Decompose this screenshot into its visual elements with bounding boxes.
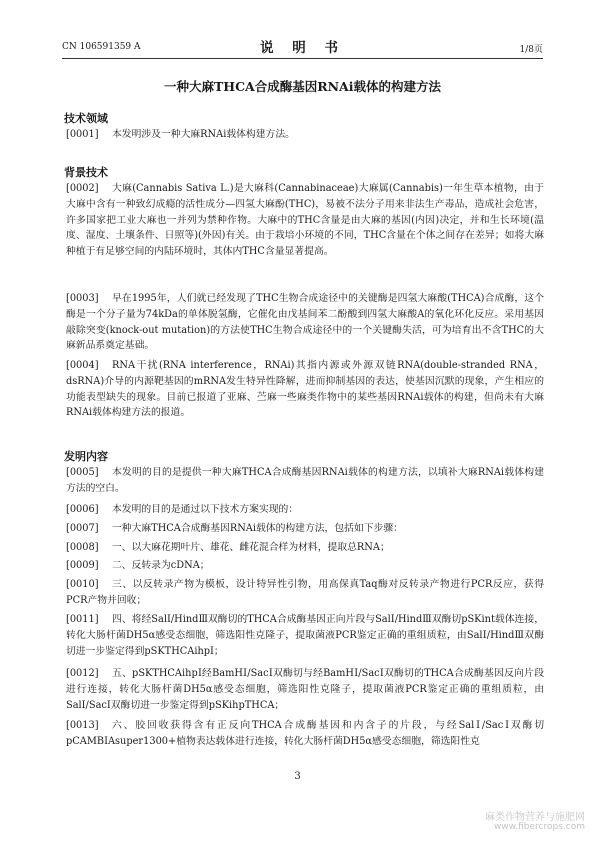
paragraph-label: [0011] — [66, 614, 99, 625]
paragraph-text: 四、将经SalⅠ/HindⅢ双酶切的THCA合成酶基因正向片段与SalⅠ/HindⅢ双酶切pSKint载体连接，转化大肠杆菌DH5α感受态细胞，筛选阳性克隆子，提取菌液PCR鉴定正确的重组质粒，由SalⅠ/HindⅢ双酶切进一步鉴定得到pSKTHCAihpⅠ； — [66, 614, 544, 657]
paragraph-text: 五、pSKTHCAihpⅠ经BamHⅠ/SacⅠ双酶切与经BamHⅠ/SacⅠ双酶切的THCA合成酶基因反向片段进行连接，转化大肠杆菌DH5α感受态细胞，筛选阳性克隆子，提取菌液PCR鉴定正确的重组质粒，由SalⅠ/SacⅠ双酶切进一步鉴定得到pSKihpTHCA； — [66, 668, 544, 711]
paragraph-0011 — [66, 612, 544, 659]
section-heading-background: 背景技术 — [64, 166, 108, 179]
paragraph-text: 一种大麻THCA合成酶基因RNAi载体的构建方法，包括如下步骤： — [112, 523, 403, 534]
header-rule — [62, 58, 543, 59]
paragraph-text: 二、反转录为cDNA； — [112, 560, 210, 571]
watermark-url: www.fibercrops.com — [494, 822, 585, 832]
paragraph-label: [0001] — [66, 129, 99, 140]
section-heading-technical-field: 技术领域 — [64, 112, 108, 125]
paragraph-label: [0005] — [66, 467, 99, 478]
paragraph-text: RNA干扰(RNA interference，RNAi)其指内源或外源双链RNA(double-stranded RNA，dsRNA)介导的内源靶基因的mRNA发生特异性降解，进而抑制基因的表达，使基因沉默的现象，产生相应的功能表型缺失的现象。目前已报道了亚麻、苎麻一些麻类作物中的某些基因RNAi载体的构建，但尚未有大麻RNAi载体构建方法的报道。 — [66, 360, 544, 419]
paragraph-0010 — [66, 577, 544, 609]
page-count: 1/8页 — [519, 45, 543, 55]
paragraph-label: [0009] — [66, 560, 99, 571]
paragraph-text: 本发明涉及一种大麻RNAi载体构建方法。 — [112, 129, 295, 140]
paragraph-label: [0006] — [66, 504, 99, 515]
paragraph-text: 早在1995年，人们就已经发现了THC生物合成途径中的关键酶是四氢大麻酸(THCA)合成酶，这个酶是一个分子量为74kDa的单体脱氢酶，它催化由戊基间苯二酚酸到四氢大麻酸A的氧化环化反应。采用基因敲除突变(knock-out mutation)的方法使THC生物合成途径中的一个关键酶失活，可为培育出不含THC的大麻新品系奠定基础。 — [66, 293, 544, 352]
document-type: 说 明 书 — [260, 40, 345, 56]
document-title: 一种大麻THCA合成酶基因RNAi载体的构建方法 — [163, 79, 442, 94]
paragraph-label: [0012] — [66, 668, 99, 679]
watermark-site-name: 麻类作物营养与施肥网 — [485, 812, 585, 823]
paragraph-0001 — [66, 127, 544, 143]
paragraph-label: [0004] — [66, 360, 99, 371]
paragraph-0005 — [66, 465, 544, 497]
paragraph-text: 三、以反转录产物为模板，设计特异性引物，用高保真Taq酶对反转录产物进行PCR反应，获得PCR产物并回收； — [66, 579, 544, 606]
paragraph-text: 本发明的目的是通过以下技术方案实现的： — [112, 504, 299, 515]
section-heading-summary: 发明内容 — [64, 450, 108, 463]
paragraph-text: 一、以大麻花期叶片、雄花、雌花混合样为材料，提取总RNA； — [112, 542, 390, 553]
paragraph-0002 — [66, 181, 544, 260]
paragraph-text: 本发明的目的是提供一种大麻THCA合成酶基因RNAi载体的构建方法，以填补大麻RNAi载体构建方法的空白。 — [66, 467, 544, 494]
paragraph-0004 — [66, 358, 544, 421]
page-number: 3 — [294, 771, 301, 782]
paragraph-0006 — [66, 502, 544, 518]
paragraph-label: [0013] — [66, 720, 99, 731]
paragraph-label: [0002] — [66, 183, 99, 194]
patent-number: CN 106591359 A — [62, 42, 141, 52]
paragraph-label: [0003] — [66, 293, 99, 304]
paragraph-label: [0007] — [66, 523, 99, 534]
paragraph-0009 — [66, 558, 544, 574]
paragraph-0012 — [66, 666, 544, 713]
paragraph-0008 — [66, 540, 544, 556]
paragraph-0007 — [66, 521, 544, 537]
paragraph-label: [0008] — [66, 542, 99, 553]
page-header — [62, 36, 543, 56]
paragraph-label: [0010] — [66, 579, 99, 590]
paragraph-0003 — [66, 291, 544, 354]
paragraph-text: 六、胶回收获得含有正反向THCA合成酶基因和内含子的片段，与经SalⅠ/SacⅠ双酶切pCAMBIAsuper1300+植物表达载体进行连接，转化大肠杆菌DH5α感受态细胞，筛选阳性克 — [66, 720, 544, 747]
paragraph-text: 大麻(Cannabis Sativa L.)是大麻科(Cannabinaceae)大麻属(Cannabis)一年生草本植物，由于大麻中含有一种致幻成瘾的活性成分—四氢大麻酚(THC)，易被不法分子用来非法生产毒品，造成社会危害，许多国家把工业大麻也一并列为禁种作物。大麻中的THC含量是由大麻的基因(内因)决定，并和生长环境(温度、湿度、土壤条件、日照等)(外因)有关。由于栽培小环境的不同，THC含量在个体之间存在差异；如将大麻种植于有足够空间的内陆环境时，其体内THC含量显著提高。 — [66, 183, 544, 258]
paragraph-0013 — [66, 718, 544, 750]
